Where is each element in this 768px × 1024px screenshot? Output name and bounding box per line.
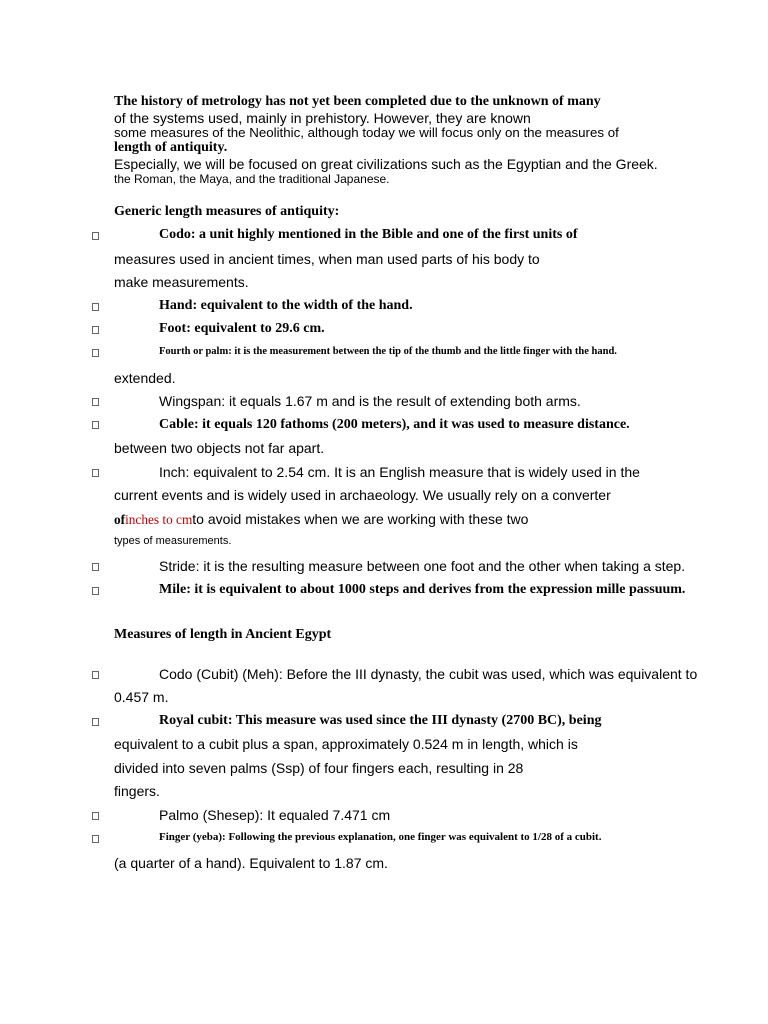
inch-line-3 [114,512,528,526]
inch-line-3-prefix: of [114,512,126,527]
royal-cubit-line-1: Royal cubit: This measure was used since the III dynasty (2700 BC), being [159,713,602,728]
bullet-icon [92,232,99,240]
egypt-codo-line-1: Codo (Cubit) (Meh): Before the III dynasty, the cubit was used, which was equivalent to [159,666,698,682]
bullet-icon [92,835,99,843]
cable-line-1: Cable: it equals 120 fathoms (200 meters), and it was used to measure distance. [159,417,630,432]
cable-line-2: between two objects not far apart. [114,440,325,456]
intro-line-3: some measures of the Neolithic, although today we will focus only on the measures of [114,125,619,140]
fourth-line-2: extended. [114,370,176,386]
bullet-icon [92,326,99,334]
finger-line-1: Finger (yeba): Following the previous explanation, one finger was equivalent to 1/28 of a cubit. [159,831,602,843]
bullet-icon [92,671,99,679]
inch-line-2: current events and is widely used in archaeology. We usually rely on a converter [114,487,611,503]
intro-line-5: Especially, we will be focused on great civilizations such as the Egyptian and the Greek. [114,156,658,172]
inch-line-3-suffix: to avoid mistakes when we are working with these two [192,511,529,527]
wingspan-item: Wingspan: it equals 1.67 m and is the result of extending both arms. [159,393,581,409]
bullet-icon [92,718,99,726]
bullet-icon [92,349,99,357]
codo-line-3: make measurements. [114,274,249,290]
mile-item: Mile: it is equivalent to about 1000 steps and derives from the expression mille passuum. [159,582,686,597]
finger-line-2: (a quarter of a hand). Equivalent to 1.87 cm. [114,855,388,871]
codo-line-1: Codo: a unit highly mentioned in the Bible and one of the first units of [159,227,578,242]
inches-to-cm-link[interactable]: inches to cm [125,512,193,527]
bullet-icon [92,563,99,571]
royal-cubit-line-3: divided into seven palms (Ssp) of four fingers each, resulting in 28 [114,760,524,776]
hand-item: Hand: equivalent to the width of the hand. [159,298,413,313]
intro-line-6: the Roman, the Maya, and the traditional Japanese. [114,172,390,186]
bullet-icon [92,303,99,311]
bullet-icon [92,398,99,406]
fourth-line-1: Fourth or palm: it is the measurement between the tip of the thumb and the little finger with the hand. [159,346,617,357]
generic-heading: Generic length measures of antiquity: [114,204,340,219]
intro-line-4: length of antiquity. [114,140,228,155]
inch-line-1: Inch: equivalent to 2.54 cm. It is an English measure that is widely used in the [159,464,640,480]
palmo-item: Palmo (Shesep): It equaled 7.471 cm [159,807,391,823]
intro-line-2: of the systems used, mainly in prehistory. However, they are known [114,110,531,126]
foot-item: Foot: equivalent to 29.6 cm. [159,321,325,336]
bullet-icon [92,421,99,429]
bullet-icon [92,587,99,595]
royal-cubit-line-4: fingers. [114,783,160,799]
codo-line-2: measures used in ancient times, when man used parts of his body to [114,251,540,267]
stride-item: Stride: it is the resulting measure between one foot and the other when taking a step. [159,558,686,574]
bullet-icon [92,812,99,820]
royal-cubit-line-2: equivalent to a cubit plus a span, approximately 0.524 m in length, which is [114,736,578,752]
bullet-icon [92,469,99,477]
egypt-codo-line-2: 0.457 m. [114,689,169,705]
intro-line-1: The history of metrology has not yet been completed due to the unknown of many [114,94,601,109]
inch-line-4: types of measurements. [114,535,232,547]
egypt-heading: Measures of length in Ancient Egypt [114,627,332,642]
